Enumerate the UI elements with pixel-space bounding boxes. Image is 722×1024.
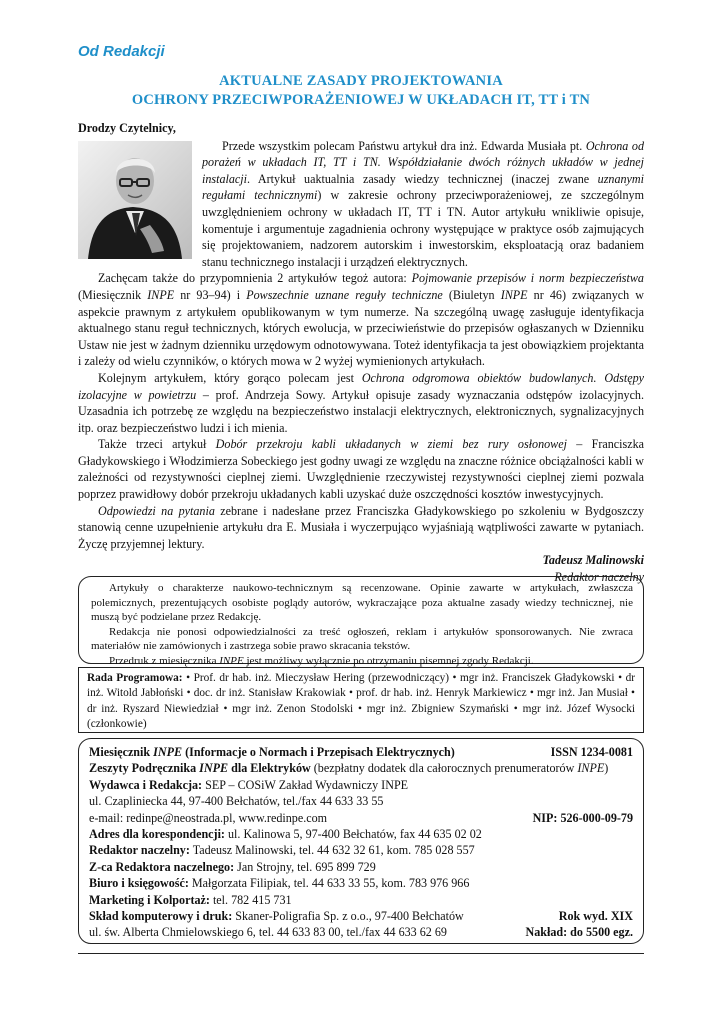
council-label: Rada Programowa:	[87, 672, 183, 684]
greeting: Drodzy Czytelnicy,	[78, 121, 176, 135]
imprint-correspondence: Adres dla korespondencji: ul. Kalinowa 5, 97-400 Bełchatów, fax 44 635 02 02	[89, 827, 482, 842]
imprint-supplement: Zeszyty Podręcznika INPE dla Elektryków (bezpłatny dodatek dla całorocznych prenumeratorów INPE)	[89, 761, 609, 776]
imprint-print-address-row: ul. św. Alberta Chmielowskiego 6, tel. 44 633 83 00, tel./fax 44 633 62 69 Nakład: do 5500 egz.	[89, 925, 633, 940]
paragraph-2: Zachęcam także do przypomnienia 2 artykułów tegoż autora: Pojmowanie przepisów i norm bezpieczeństwa (Miesięcznik INPE nr 93–94) i Powszechnie uznane reguły techniczne (Biuletyn INPE nr 46) związanych w aspekcie prawnym z artykułem opublikowanym w tym numerze. Na szczególną uwagę zasługuje identyfikacja aktualnego stanu reguł technicznych, których ewolucja, w przeciwieństwie do przepisów ogłaszanych w Dzienniku Ustaw nie jest w żadnym dzienniku urzędowym odnotowywana. Toteż identyfikacja ta jest obowiązkiem projektanta i zależy od wielu czynników, o których mowa w 2 wyżej wymienionych artykułach.	[78, 271, 645, 369]
program-council-box	[78, 667, 644, 733]
imprint-deputy: Z-ca Redaktora naczelnego: Jan Strojny, tel. 695 899 729	[89, 859, 376, 874]
imprint-print-row: Skład komputerowy i druk: Skaner-Poligrafia Sp. z o.o., 97-400 Bełchatów Rok wyd. XIX	[89, 909, 633, 924]
paragraph-4: Także trzeci artykuł Dobór przekroju kabli układanych w ziemi bez rury osłonowej – Franciszka Gładykowskiego i Włodzimierza Sobeckiego jest godny uwagi ze względu na znaczne różnice obciążalności kabli w zależności od rezystywności cieplnej ziemi. Uwzględnienie rzeczywistej rezystywności cieplnej ziemi pozwala poprzez prawidłowy dobór przekroju układanych kabli uzyskać duże oszczędności kosztów inwestycyjnych.	[78, 437, 644, 502]
circulation: Nakład: do 5500 egz.	[525, 925, 633, 940]
signature-name: Tadeusz Malinowski	[542, 553, 644, 568]
section-label: Od Redakcji	[78, 43, 165, 60]
imprint-editor: Redaktor naczelny: Tadeusz Malinowski, tel. 44 632 32 61, kom. 785 028 557	[89, 843, 475, 858]
author-photo	[78, 141, 192, 259]
paragraph-5: Odpowiedzi na pytania zebrane i nadesłane przez Franciszka Gładykowskiego po szkoleniu w Bydgoszczy stanowią cenne uzupełnienie artykułu dra E. Musiała i wyczerpująco wyjaśniają wątpliwości zawarte w pytaniach. Życzę przyjemnej lektury.	[78, 503, 644, 551]
notice-paragraph-2: Redakcja nie ponosi odpowiedzialności za treść ogłoszeń, reklam i artykułów sponsorowanych. Nie zwraca materiałów nie zamówionych i zastrzega sobie prawo skracania tekstów.	[91, 625, 633, 653]
imprint-title-row: Miesięcznik INPE (Informacje o Normach i Przepisach Elektrycznych) ISSN 1234-0081	[89, 745, 633, 759]
issn: ISSN 1234-0081	[550, 745, 633, 759]
signature-role: Redaktor naczelny	[554, 570, 644, 585]
imprint-marketing: Marketing i Kolportaż: tel. 782 415 731	[89, 892, 292, 907]
council-members: • Prof. dr hab. inż. Mieczysław Hering (przewodniczący) • mgr inż. Franciszek Gładykowski • dr inż. Witold Jabłoński • doc. dr inż. Stanisław Krakowiak • prof. dr hab. inż. Henryk Markiewicz • mgr inż. Jan Musiał • dr inż. Ryszard Niewiedział • mgr inż. Zenon Stodolski • mgr inż. Zbigniew Szymański • mgr inż. Józef Wysocki (członkowie)	[87, 672, 635, 730]
imprint-email-row	[89, 810, 633, 826]
article-headline	[78, 72, 644, 110]
imprint-office: Biuro i księgowość: Małgorzata Filipiak, tel. 44 633 33 55, kom. 783 976 966	[89, 876, 470, 891]
headline-line-2: OCHRONY PRZECIWPORAŻENIOWEJ W UKŁADACH IT, TT i TN	[131, 92, 591, 108]
imprint-publisher: Wydawca i Redakcja: SEP – COSiW Zakład Wydawniczy INPE	[89, 777, 409, 792]
editorial-article	[78, 120, 644, 586]
paragraph-3: Kolejnym artykułem, który gorąco polecam jest Ochrona odgromowa obiektów budowlanych. Odstępy izolacyjne w powietrzu – prof. Andrzeja Sowy. Artykuł opisuje zasady wyznaczania odstępów izolacyjnych. Uzasadnia ich potrzebę ze względu na bezpieczeństwo instalacji elektrycznych, elektronicznych, sygnalizacyjnych itp. oraz bezpieczeństwo ludzi i ich mienia.	[78, 370, 645, 435]
bottom-rule	[78, 953, 644, 954]
notice-paragraph-1: Artykuły o charakterze naukowo-technicznym są recenzowane. Opinie zawarte w artykułach, zwłaszcza polemicznych, prezentujących osobiste poglądy autorów, wykraczające poza aktualne zasady wiedzy technicznej, nie muszą być podzielane przez Redakcję.	[91, 582, 633, 624]
email-link[interactable]: e-mail: redinpe@neostrada.pl, www.redinpe.com	[89, 810, 328, 825]
publication-year: Rok wyd. XIX	[558, 909, 633, 924]
paragraph-1: Przede wszystkim polecam Państwu artykuł dra inż. Edwarda Musiała pt. Ochrona od porażeń w układach IT, TT i TN. Współdziałanie dwóch różnych układów w jednej instalacji. Artykuł uaktualnia zasady wiedzy technicznej (inaczej zwane uznanymi regułami technicznymi) w zakresie ochrony przeciwporażeniowej, ze szczególnym uwzględnieniem ochrony w układach IT, TT i TN. Autor artykułu wnikliwie opisuje, komentuje i argumentuje zagadnienia ochrony występujące w praktyce osób zajmujących się projektowaniem, nadzorem autorskim i inwestorskim, eksploatacją oraz badaniem stanu technicznego instalacji i urządzeń elektrycznych.	[202, 138, 644, 269]
imprint-box	[78, 738, 644, 944]
notice-paragraph-3: Przedruk z miesięcznika INPE jest możliwy wyłącznie po otrzymaniu pisemnej zgody Redakcji.	[109, 654, 534, 667]
imprint-address: ul. Czaplinieckа 44, 97-400 Bełchatów, tel./fax 44 633 33 55	[89, 794, 384, 809]
review-notice-box	[78, 576, 644, 667]
nip: NIP: 526-000-09-79	[532, 810, 633, 825]
headline-line-1: AKTUALNE ZASADY PROJEKTOWANIA	[219, 73, 503, 89]
